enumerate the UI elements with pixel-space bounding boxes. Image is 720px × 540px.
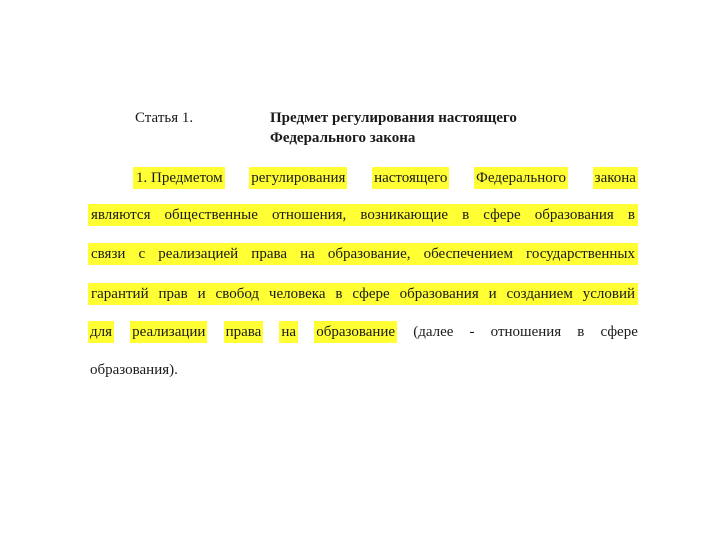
word: для — [88, 321, 114, 343]
word: отношения — [490, 324, 562, 340]
word: Предметом — [151, 170, 223, 186]
paragraph-line-4: гарантий прав и свобод человека в сфере образования и созданием условий — [88, 283, 638, 305]
paragraph-line-2: являются общественные отношения, возникающие в сфере образования в — [88, 204, 638, 226]
paragraph-line-1-lead — [133, 167, 225, 189]
item-number: 1. — [136, 170, 148, 186]
word: реализации — [130, 321, 207, 343]
paragraph-line-5 — [88, 321, 638, 343]
word: в — [577, 324, 585, 340]
word: сфере — [600, 324, 638, 340]
word: права — [224, 321, 264, 343]
word: закона — [593, 167, 638, 189]
word: настоящего — [372, 167, 449, 189]
paragraph-line-1 — [133, 167, 638, 189]
word: на — [279, 321, 298, 343]
paragraph-line-3: связи с реализацией права на образование, обеспечением государственных — [88, 243, 638, 265]
word: Федерального — [474, 167, 568, 189]
word: образование — [314, 321, 397, 343]
article-title: Предмет регулирования настоящего Федерального закона — [270, 110, 517, 146]
paragraph-line-6: образования). — [90, 362, 178, 378]
word: регулирования — [249, 167, 347, 189]
word: (далее — [413, 324, 454, 340]
word: - — [469, 324, 475, 340]
article-number: Статья 1. — [135, 110, 194, 126]
